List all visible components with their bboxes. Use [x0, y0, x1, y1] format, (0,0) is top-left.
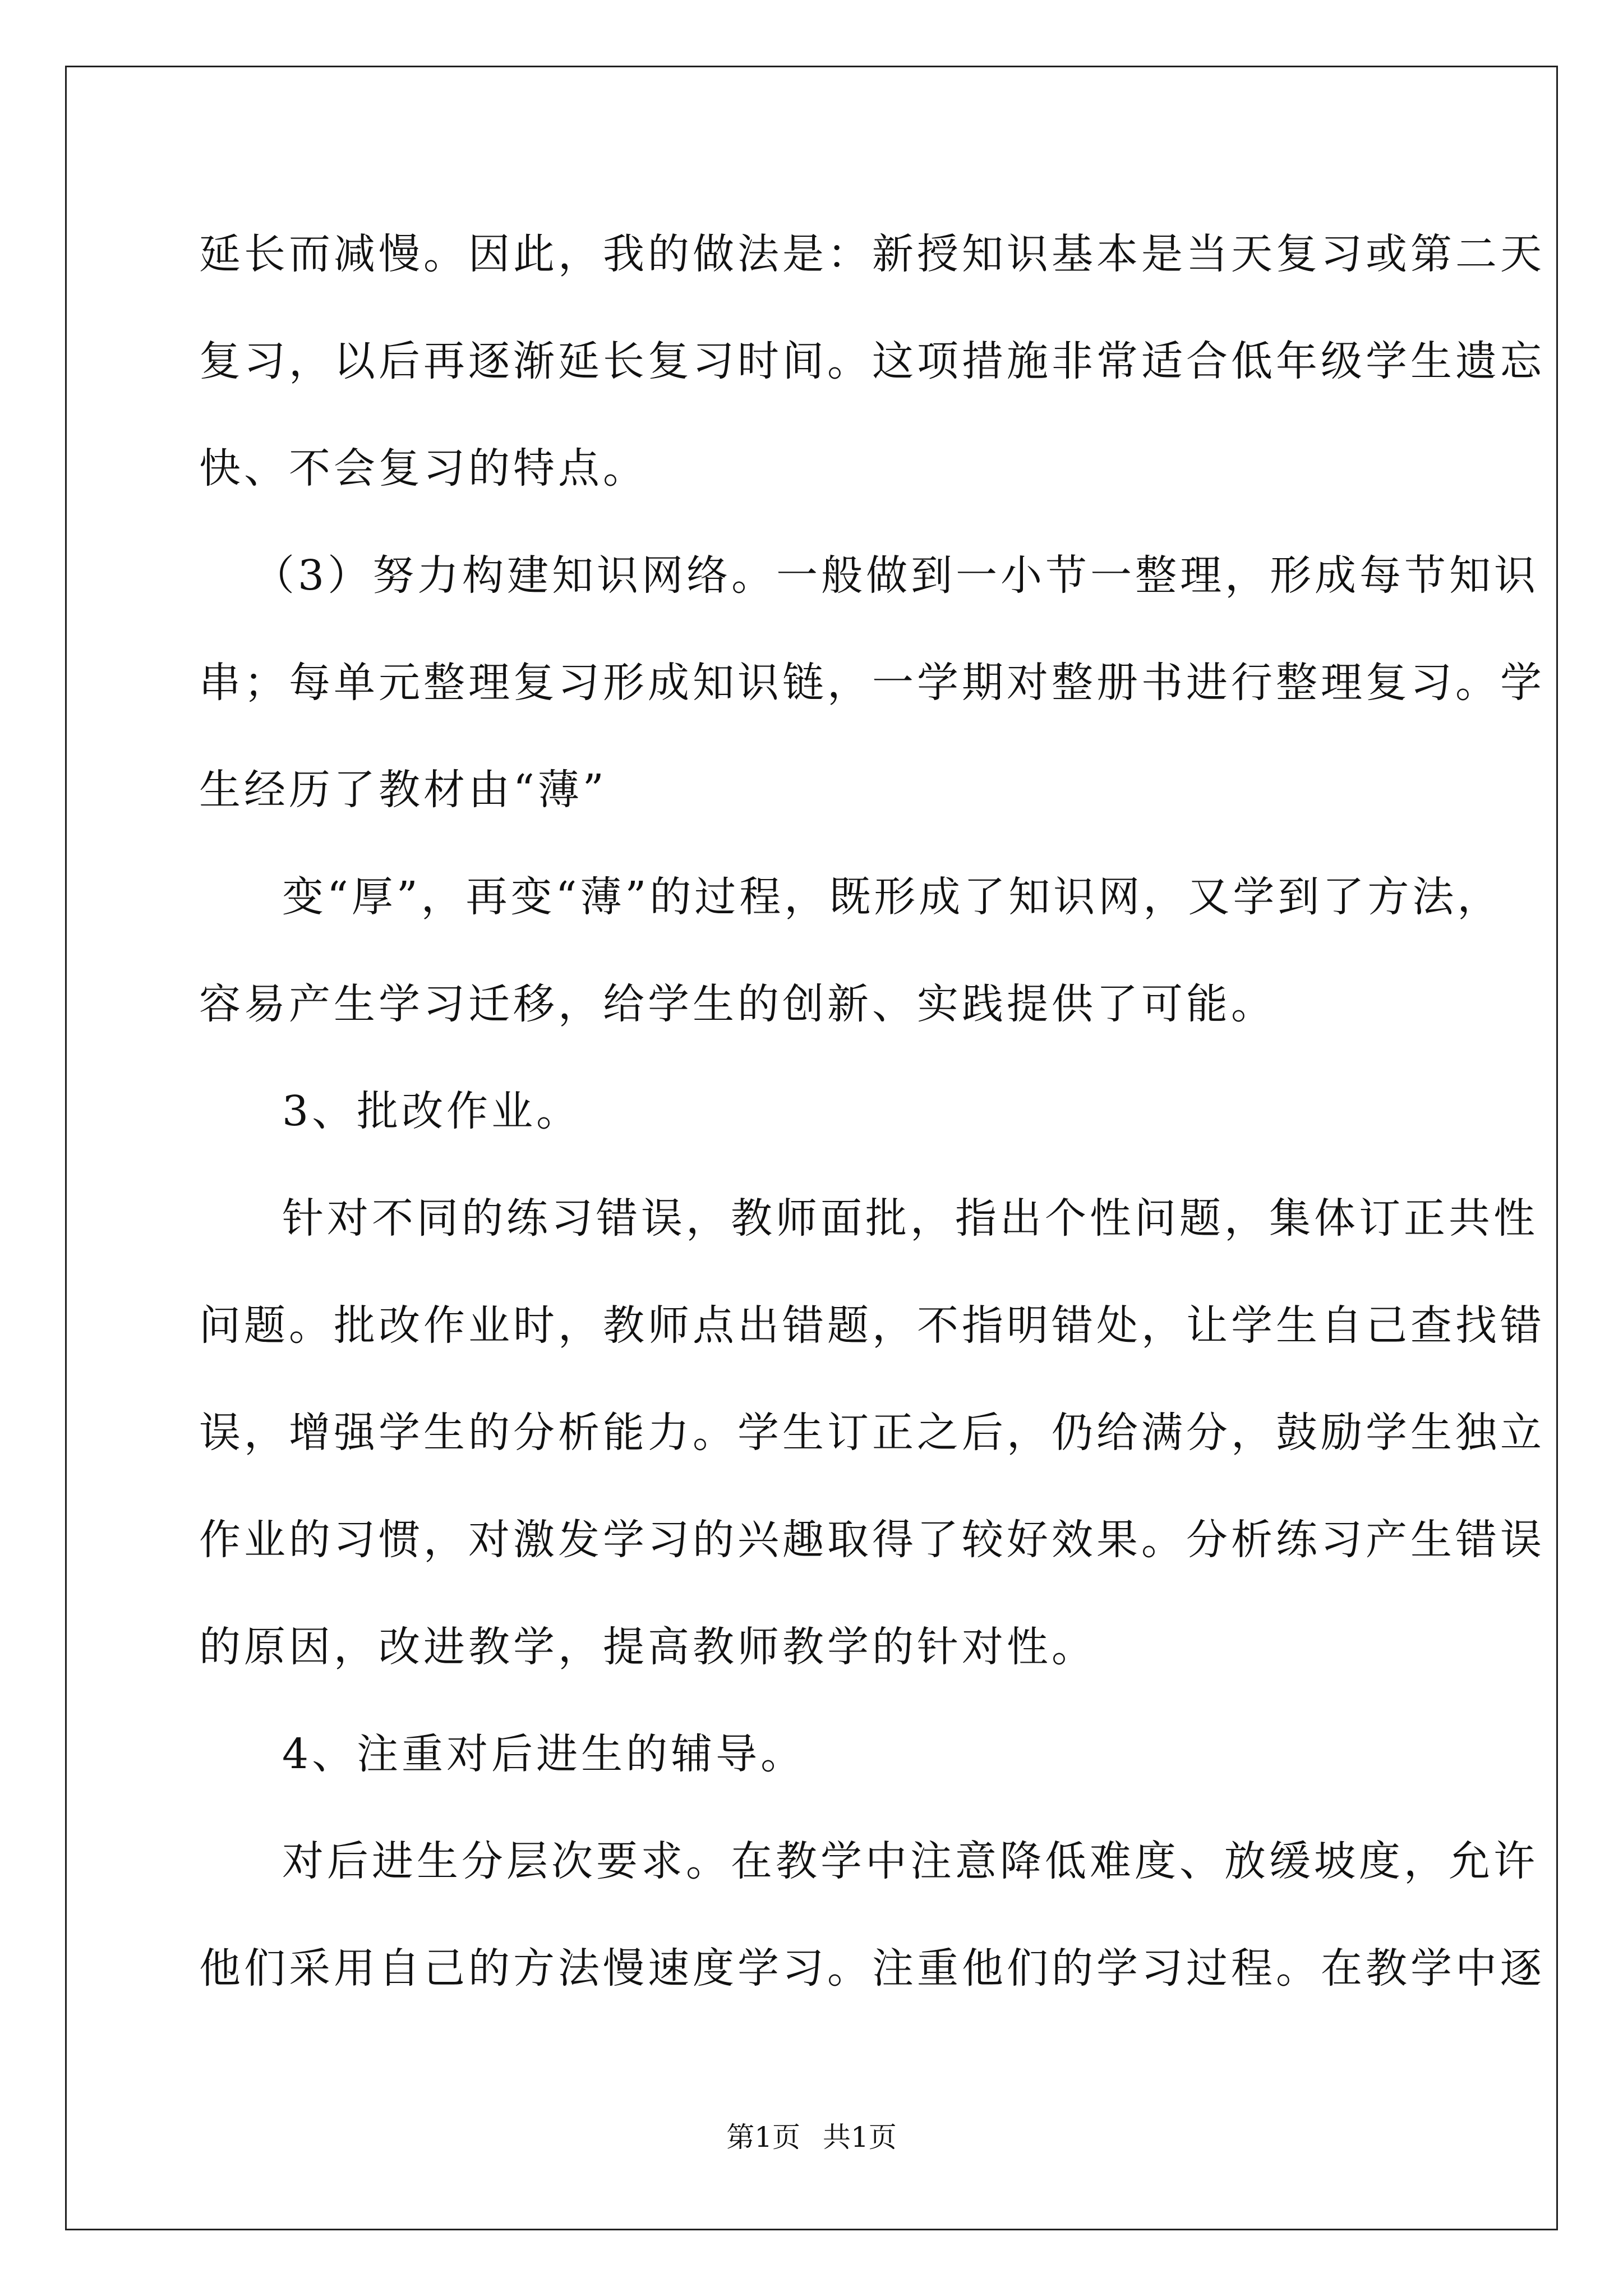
- text-line: 4、注重对后进生的辅导。: [282, 1730, 806, 1778]
- text-line: 作业的习惯，对激发学习的兴趣取得了较好效果。分析练习产生错误: [199, 1516, 1545, 1564]
- page-number: 第1页: [726, 2121, 801, 2154]
- text-line: 快、不会复习的特点。: [199, 444, 648, 493]
- text-line: 复习，以后再逐渐延长复习时间。这项措施非常适合低年级学生遗忘: [199, 337, 1545, 385]
- text-line: 变“厚”，再变“薄”的过程，既形成了知识网，又学到了方法，: [282, 873, 1502, 921]
- text-line: （3）努力构建知识网络。一般做到一小节一整理，形成每节知识: [253, 551, 1539, 600]
- text-line: 的原因，改进教学，提高教师教学的针对性。: [199, 1623, 1096, 1671]
- text-line: 生经历了教材由“薄”: [199, 766, 607, 814]
- page-footer: [0, 2120, 1623, 2154]
- text-line: 容易产生学习迁移，给学生的创新、实践提供了可能。: [199, 980, 1276, 1028]
- text-line: 针对不同的练习错误，教师面批，指出个性问题，集体订正共性: [282, 1194, 1538, 1243]
- text-line: 对后进生分层次要求。在教学中注意降低难度、放缓坡度，允许: [282, 1837, 1538, 1885]
- text-line: 串；每单元整理复习形成知识链，一学期对整册书进行整理复习。学: [199, 659, 1545, 707]
- page-total: 共1页: [822, 2121, 897, 2154]
- document-body: [199, 201, 1545, 2022]
- text-line: 3、批改作业。: [282, 1087, 582, 1135]
- text-line: 误，增强学生的分析能力。学生订正之后，仍给满分，鼓励学生独立: [199, 1409, 1545, 1457]
- text-line: 延长而减慢。因此，我的做法是：新授知识基本是当天复习或第二天: [199, 230, 1545, 278]
- text-line: 问题。批改作业时，教师点出错题，不指明错处，让学生自己查找错: [199, 1301, 1545, 1350]
- text-line: 他们采用自己的方法慢速度学习。注重他们的学习过程。在教学中逐: [199, 1944, 1545, 1993]
